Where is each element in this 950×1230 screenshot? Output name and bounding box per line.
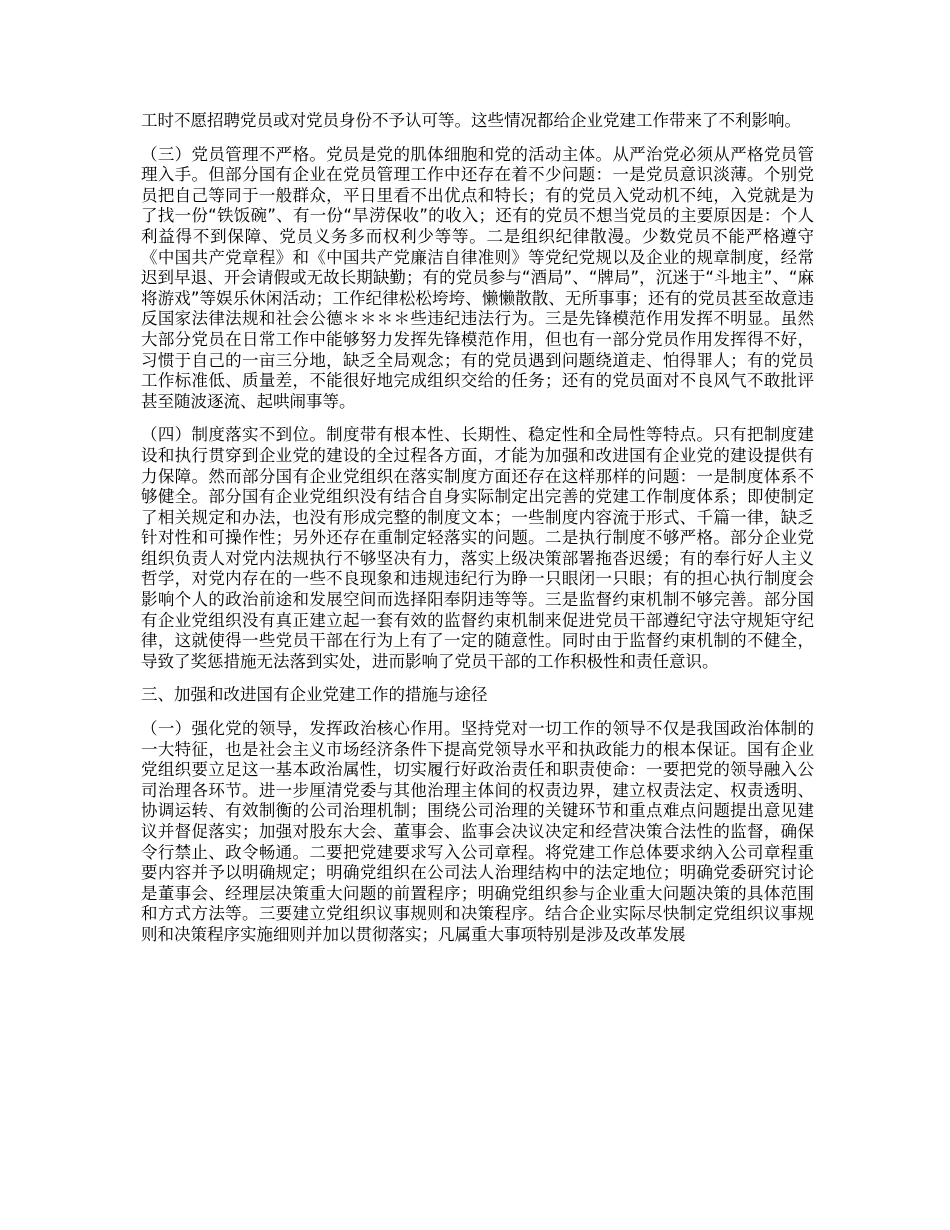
paragraph-intro-continuation: 工时不愿招聘党员或对党员身份不予认可等。这些情况都给企业党建工作带来了不利影响。 [141, 111, 801, 130]
paragraph-strengthen-leadership: （一）强化党的领导，发挥政治核心作用。坚持党对一切工作的领导不仅是我国政治体制的一大特征，也是社会主义市场经济条件下提高党领导水平和执政能力的根本保证。国有企业党组织要立足这一基本政治属性，切实履行好政治责任和职责使命：一要把党的领导融入公司治理各环节。进一步厘清党委与其他治理主体间的权责边界，建立权责法定、权责透明、协调运转、有效制衡的公司治理机制；围绕公司治理的关键环节和重点难点问题提出意见建议并督促落实；加强对股东大会、董事会、监事会决议决定和经营决策合法性的监督，确保令行禁止、政令畅通。二要把党建要求写入公司章程。将党建工作总体要求纳入公司章程重要内容并予以明确规定；明确党组织在公司法人治理结构中的法定地位；明确党委研究讨论是董事会、经理层决策重大问题的前置程序；明确党组织参与企业重大问题决策的具体范围和方式方法等。三要建立党组织议事规则和决策程序。结合企业实际尽快制定党组织议事规则和决策程序实施细则并加以贯彻落实；凡属重大事项特别是涉及改革发展 [141, 719, 814, 944]
document-page [141, 111, 814, 959]
paragraph-party-member-management: （三）党员管理不严格。党员是党的肌体细胞和党的活动主体。从严治党必须从严格党员管理入手。但部分国有企业在党员管理工作中还存在着不少问题：一是党员意识淡薄。个别党员把自己等同于一般群众，平日里看不出优点和特长；有的党员入党动机不纯，入党就是为了找一份“铁饭碗”、有一份“旱涝保收”的收入；还有的党员不想当党员的主要原因是：个人利益得不到保障、党员义务多而权利少等等。二是组织纪律散漫。少数党员不能严格遵守《中国共产党章程》和《中国共产党廉洁自律准则》等党纪党规以及企业的规章制度，经常迟到早退、开会请假或无故长期缺勤；有的党员参与“酒局”、“牌局”，沉迷于“斗地主”、“麻将游戏”等娱乐休闲活动；工作纪律松松垮垮、懒懒散散、无所事事；还有的党员甚至故意违反国家法律法规和社会公德＊＊＊＊些违纪违法行为。三是先锋模范作用发挥不明显。虽然大部分党员在日常工作中能够努力发挥先锋模范作用，但也有一部分党员作用发挥得不好，习惯于自己的一亩三分地，缺乏全局观念；有的党员遇到问题绕道走、怕得罪人；有的党员工作标准低、质量差，不能很好地完成组织交给的任务；还有的党员面对不良风气不敢批评甚至随波逐流、起哄闹事等。 [141, 144, 814, 411]
section-heading-measures: 三、加强和改进国有企业党建工作的措施与途径 [141, 685, 488, 705]
paragraph-system-implementation: （四）制度落实不到位。制度带有根本性、长期性、稳定性和全局性等特点。只有把制度建设和执行贯穿到企业党的建设的全过程各方面，才能为加强和改进国有企业党的建设提供有力保障。然而部分国有企业党组织在落实制度方面还存在这样那样的问题：一是制度体系不够健全。部分国有企业党组织没有结合自身实际制定出完善的党建工作制度体系；即使制定了相关规定和办法，也没有形成完整的制度文本；一些制度内容流于形式、千篇一律，缺乏针对性和可操作性；另外还存在重制定轻落实的问题。二是执行制度不够严格。部分企业党组织负责人对党内法规执行不够坚决有力，落实上级决策部署拖沓迟缓；有的奉行好人主义哲学，对党内存在的一些不良现象和违规违纪行为睁一只眼闭一只眼；有的担心执行制度会影响个人的政治前途和发展空间而选择阳奉阴违等等。三是监督约束机制不够完善。部分国有企业党组织没有真正建立起一套有效的监督约束机制来促进党员干部遵纪守法守规矩守纪律，这就使得一些党员干部在行为上有了一定的随意性。同时由于监督约束机制的不健全，导致了奖惩措施无法落到实处，进而影响了党员干部的工作积极性和责任意识。 [141, 425, 814, 671]
